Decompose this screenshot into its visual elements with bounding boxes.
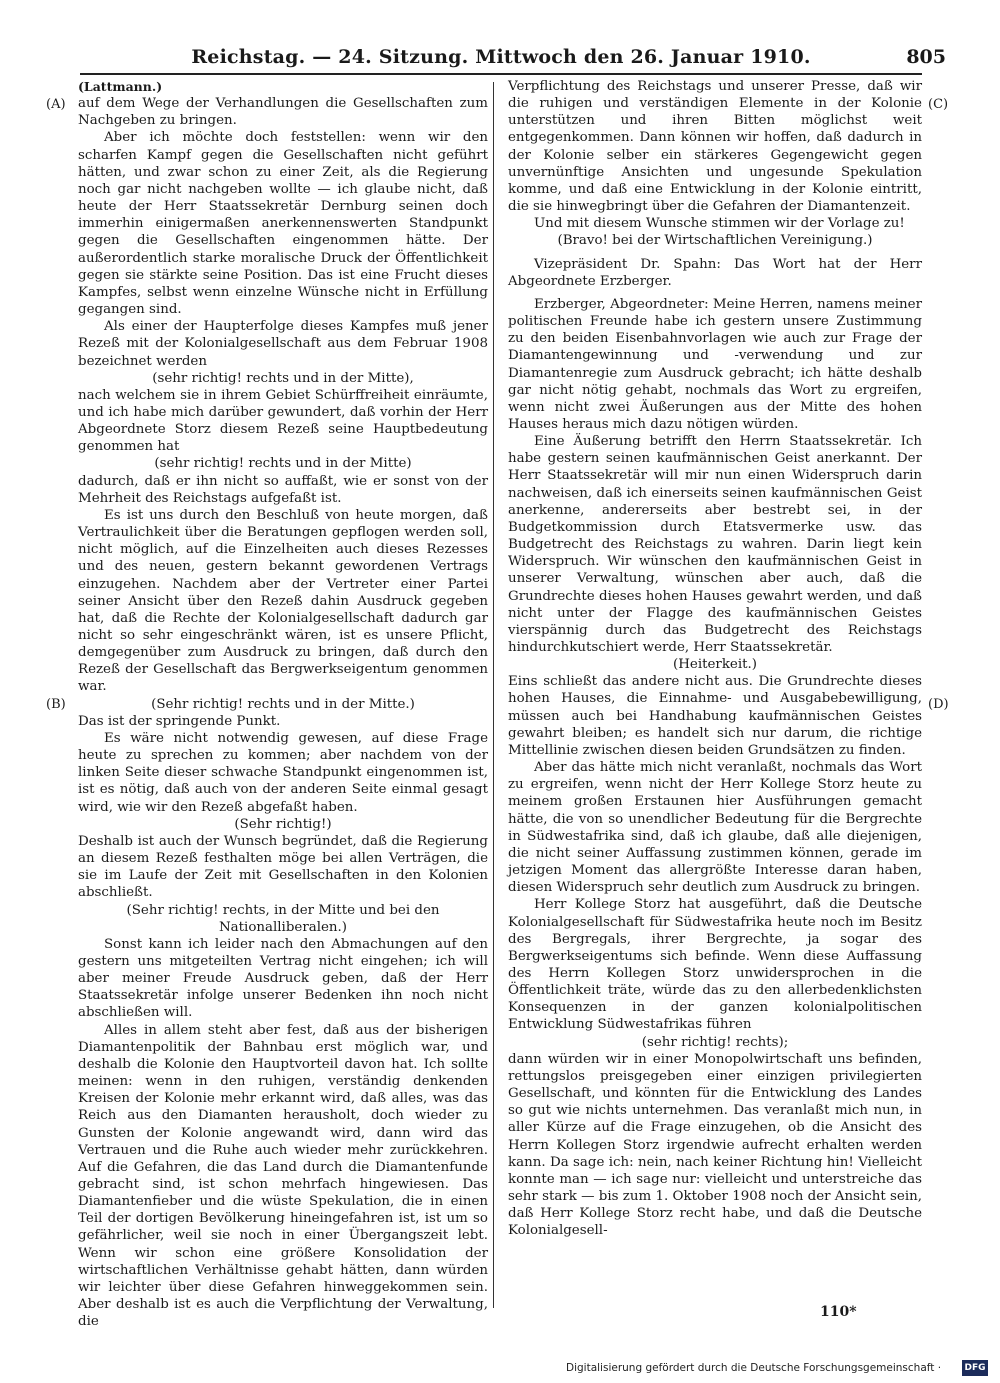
margin-mark-b: (B) xyxy=(46,697,66,712)
interjection: (sehr richtig! rechts und in der Mitte), xyxy=(152,370,414,386)
dfg-logo: DFG xyxy=(962,1360,988,1376)
interjection: (sehr richtig! rechts); xyxy=(641,1034,789,1050)
interjection: (sehr richtig! rechts und in der Mitte) xyxy=(154,456,412,472)
paragraph: Sonst kann ich leider nach den Abmachungen auf den gestern uns mitgeteilten Vertrag nicht eingehen; ich will aber meiner Freude Ausdruck geben, daß der Herr Staatssekretär infolge unserer Bedenken ihn noch nicht abschließen will. xyxy=(78,936,488,1021)
interjection: (Sehr richtig!) xyxy=(234,816,332,832)
interjection: (Bravo! bei der Wirtschaftlichen Vereinigung.) xyxy=(557,233,873,249)
paragraph: dann würden wir in einer Monopolwirtschaft uns befinden, rettungslos preisgegeben einer einzigen privilegierten Gesellschaft, und könnten für die Entwicklung des Landes so gut wie nichts unternehmen. Das veranlaßt mich nun, in aller Kürze auf die Frage einzugehen, ob die Ansicht des Herrn Kollegen Storz irgendwie aufrecht erhalten werden kann. Da sage ich: nein, nach keiner Richtung hin! Vielleicht konnte man — ich sage nur: vielleicht und unterstreiche das sehr stark — bis zum 1. Oktober 1908 noch der Ansicht sein, daß Herr Kollege Storz recht habe, und daß die Deutsche Kolonialgesell- xyxy=(508,1051,922,1239)
paragraph: Herr Kollege Storz hat ausgeführt, daß die Deutsche Kolonialgesellschaft für Südwestafrika heute noch im Besitz des Bergregals, ihrer Bergrechte, ja sogar des Bergwerkseigentums sich befinde. Wenn diese Auffassung des Herrn Kollegen Storz unwidersprochen in die Öffentlichkeit träte, würde das zu den allerbedenklichsten Konsequenzen in der ganzen kolonialpolitischen Entwicklung Südwestafrikas führen xyxy=(508,897,922,1033)
page-number: 805 xyxy=(906,46,946,68)
digitization-credit: Digitalisierung gefördert durch die Deutsche Forschungsgemeinschaft · xyxy=(566,1362,942,1374)
header-rule xyxy=(80,73,922,75)
paragraph: Eins schließt das andere nicht aus. Die Grundrechte dieses hohen Hauses, die Einnahme- und Ausgabebewilligung, müssen auch bei Handhabung kaufmännischen Geistes gewahrt bleiben; es handelt sich nur darum, die richtige Mittellinie zwischen diesen beiden Grundsätzen zu finden. xyxy=(508,674,922,758)
paragraph: Aber ich möchte doch feststellen: wenn wir den scharfen Kampf gegen die Gesellschaften nicht geführt hätten, und zwar schon zu einer Zeit, als die Regierung noch gar nicht nachgeben wollte — ich glaube nicht, daß heute der Herr Staatssekretär Dernburg seinen doch immerhin einigermaßen anerkennenswerten Standpunkt gegen die Gesellschaften eingenommen hätte. Der außerordentlich starke moralische Druck der Öffentlichkeit gegen sie stärkte seine Position. Das ist eine Frucht dieses Kampfes, selbst wenn einzelne Wünsche nicht in Erfüllung gegangen sind. xyxy=(78,130,488,318)
paragraph: Erzberger, Abgeordneter: Meine Herren, namens meiner politischen Freunde habe ich gestern unsere Zustimmung zu den beiden Eisenbahnvorlagen wie auch zur Frage der Diamantengewinnung und -verwendung und zur Diamantenregie zum Ausdruck gebracht; ich hätte deshalb gar nicht nötig gehabt, nochmals das Wort zu ergreifen, wenn nicht zwei Äußerungen aus der Mitte des hohen Hauses heraus mich dazu nötigen würden. xyxy=(508,296,922,432)
left-column xyxy=(78,78,488,1330)
interjection: (Sehr richtig! rechts, in der Mitte und bei den Nationalliberalen.) xyxy=(126,902,440,935)
paragraph: dadurch, daß er ihn nicht so auffaßt, wie er sonst von der Mehrheit des Reichstags aufgefaßt ist. xyxy=(78,473,488,506)
paragraph: auf dem Wege der Verhandlungen die Gesellschaften zum Nachgeben zu bringen. xyxy=(78,96,488,129)
paragraph: Und mit diesem Wunsche stimmen wir der Vorlage zu! xyxy=(534,216,905,232)
interjection: (Sehr richtig! rechts und in der Mitte.) xyxy=(151,696,415,712)
paragraph: Deshalb ist auch der Wunsch begründet, daß die Regierung an diesem Rezeß festhalten möge bei allen Verträgen, die sie im Laufe der Zeit mit Gesellschaften in den Kolonien abschließt. xyxy=(78,833,488,901)
paragraph: Verpflichtung des Reichstags und unserer Presse, daß wir die ruhigen und verständigen Elemente in der Kolonie unterstützen und ihren Bitten möglichst weit entgegenkommen. Dann können wir hoffen, daß dadurch in der Kolonie selber ein stärkeres Gegengewicht gegen unvernünftige Ansichten und ungesunde Spekulation komme, und daß eine Entwicklung in der Kolonie eintritt, die sie hinwegbringt über die Gefahren der Diamantenzeit. xyxy=(508,79,922,215)
right-column xyxy=(508,78,922,1239)
column-divider xyxy=(493,82,494,1308)
paragraph: nach welchem sie in ihrem Gebiet Schürffreiheit einräumte, und ich habe mich darüber gewundert, daß vorhin der Herr Abgeordnete Storz diesem Rezeß seine Hauptbedeutung genommen hat xyxy=(78,387,488,455)
page-header xyxy=(80,46,946,72)
page-title: Reichstag. — 24. Sitzung. Mittwoch den 26. Januar 1910. xyxy=(191,46,811,68)
speaker-tag: (Lattmann.) xyxy=(78,79,163,94)
paragraph: Als einer der Haupterfolge dieses Kampfes muß jener Rezeß mit der Kolonialgesellschaft aus dem Februar 1908 bezeichnet werden xyxy=(78,319,488,369)
paragraph: Das ist der springende Punkt. xyxy=(78,713,281,729)
paragraph: Es wäre nicht notwendig gewesen, auf diese Frage heute zu sprechen zu kommen; aber nachdem von der linken Seite dieser schwache Standpunkt eingenommen ist, ist es nötig, daß auch von der anderen Seite einmal gesagt wird, wie wir den Rezeß abgefaßt haben. xyxy=(78,730,488,815)
paragraph: Es ist uns durch den Beschluß von heute morgen, daß Vertraulichkeit über die Beratungen gepflogen werden soll, nicht möglich, auf die Einzelheiten auch dieses Rezesses und des neuen, gestern bekannt gewordenen Vertrags einzugehen. Nachdem aber der Vertreter einer Partei seiner Ansicht über den Rezeß dahin Ausdruck gegeben hat, daß die Rechte der Kolonialgesellschaft dadurch gar nicht so sehr eingeschränkt wären, ist es unsere Pflicht, demgegenüber zum Ausdruck zu bringen, daß durch den Rezeß der Gesellschaft das Bergwerkseigentum genommen war. xyxy=(78,507,488,695)
speaker-line: Vizepräsident Dr. Spahn: Das Wort hat der Herr Abgeordnete Erzberger. xyxy=(508,256,922,289)
paragraph: Eine Äußerung betrifft den Herrn Staatssekretär. Ich habe gestern seinen kaufmännischen Geist anerkannt. Der Herr Staatssekretär will mir nun einen Widerspruch darin nachweisen, daß ich einerseits seinen kaufmännischen Geist anerkenne, andererseits aber bestrebt sei, in der Budgetkommission durch Etatsvermerke usw. das Budgetrecht des Reichstags zu wahren. Darin liegt kein Widerspruch. Wir wünschen den kaufmännischen Geist in unserer Verwaltung, wünschen aber auch, daß die Grundrechte dieses hohen Hauses gewahrt werden, und daß nicht unter der Flagge des kaufmännischen Geistes vierspännig durch das Budgetrecht des Reichstags hindurchkutschiert werde, Herr Staatssekretär. xyxy=(508,434,922,655)
margin-mark-a: (A) xyxy=(46,97,66,112)
signature-mark: 110* xyxy=(820,1304,857,1320)
margin-mark-d: (D) xyxy=(928,697,949,712)
paragraph: Aber das hätte mich nicht veranlaßt, nochmals das Wort zu ergreifen, wenn nicht der Herr Kollege Storz heute zu meinem großen Erstaunen hier Ausführungen gemacht hätte, die von so unendlicher Bedeutung für die Bergrechte in Südwestafrika sind, daß ich glaube, daß alle diejenigen, die nicht seiner Auffassung zustimmen können, gerade im jetzigen Moment das allergrößte Interesse daran haben, diesen Widerspruch sehr deutlich zum Ausdruck zu bringen. xyxy=(508,760,922,896)
paragraph: Alles in allem steht aber fest, daß aus der bisherigen Diamantenpolitik der Bahnbau erst möglich war, und deshalb die Kolonie den Hauptvorteil davon hat. Ich sollte meinen: wenn in den ruhigen, verständig denkenden Kreisen der Kolonie mehr erkannt wird, daß alles, was das Reich aus den Diamanten herausholt, doch wieder zu Gunsten der Kolonie angewandt wird, dann wird das Vertrauen und die Ruhe auch wieder mehr zurückkehren. Auf die Gefahren, die das Land durch die Diamantenfunde gebracht sind, ist schon mehrfach hingewiesen. Das Diamantenfieber und die wüste Spekulation, die in einen Teil der dortigen Bevölkerung hineingefahren ist, ist um so gefährlicher, weil sie noch in einer Übergangszeit lebt. Wenn wir schon eine größere Konsolidation der wirtschaftlichen Verhältnisse gehabt hätten, dann würden wir leichter über diese Gefahren hinweggekommen sein. Aber deshalb ist es auch die Verpflichtung der Verwaltung, die xyxy=(78,1022,488,1330)
interjection: (Heiterkeit.) xyxy=(673,657,757,673)
margin-mark-c: (C) xyxy=(928,97,949,112)
